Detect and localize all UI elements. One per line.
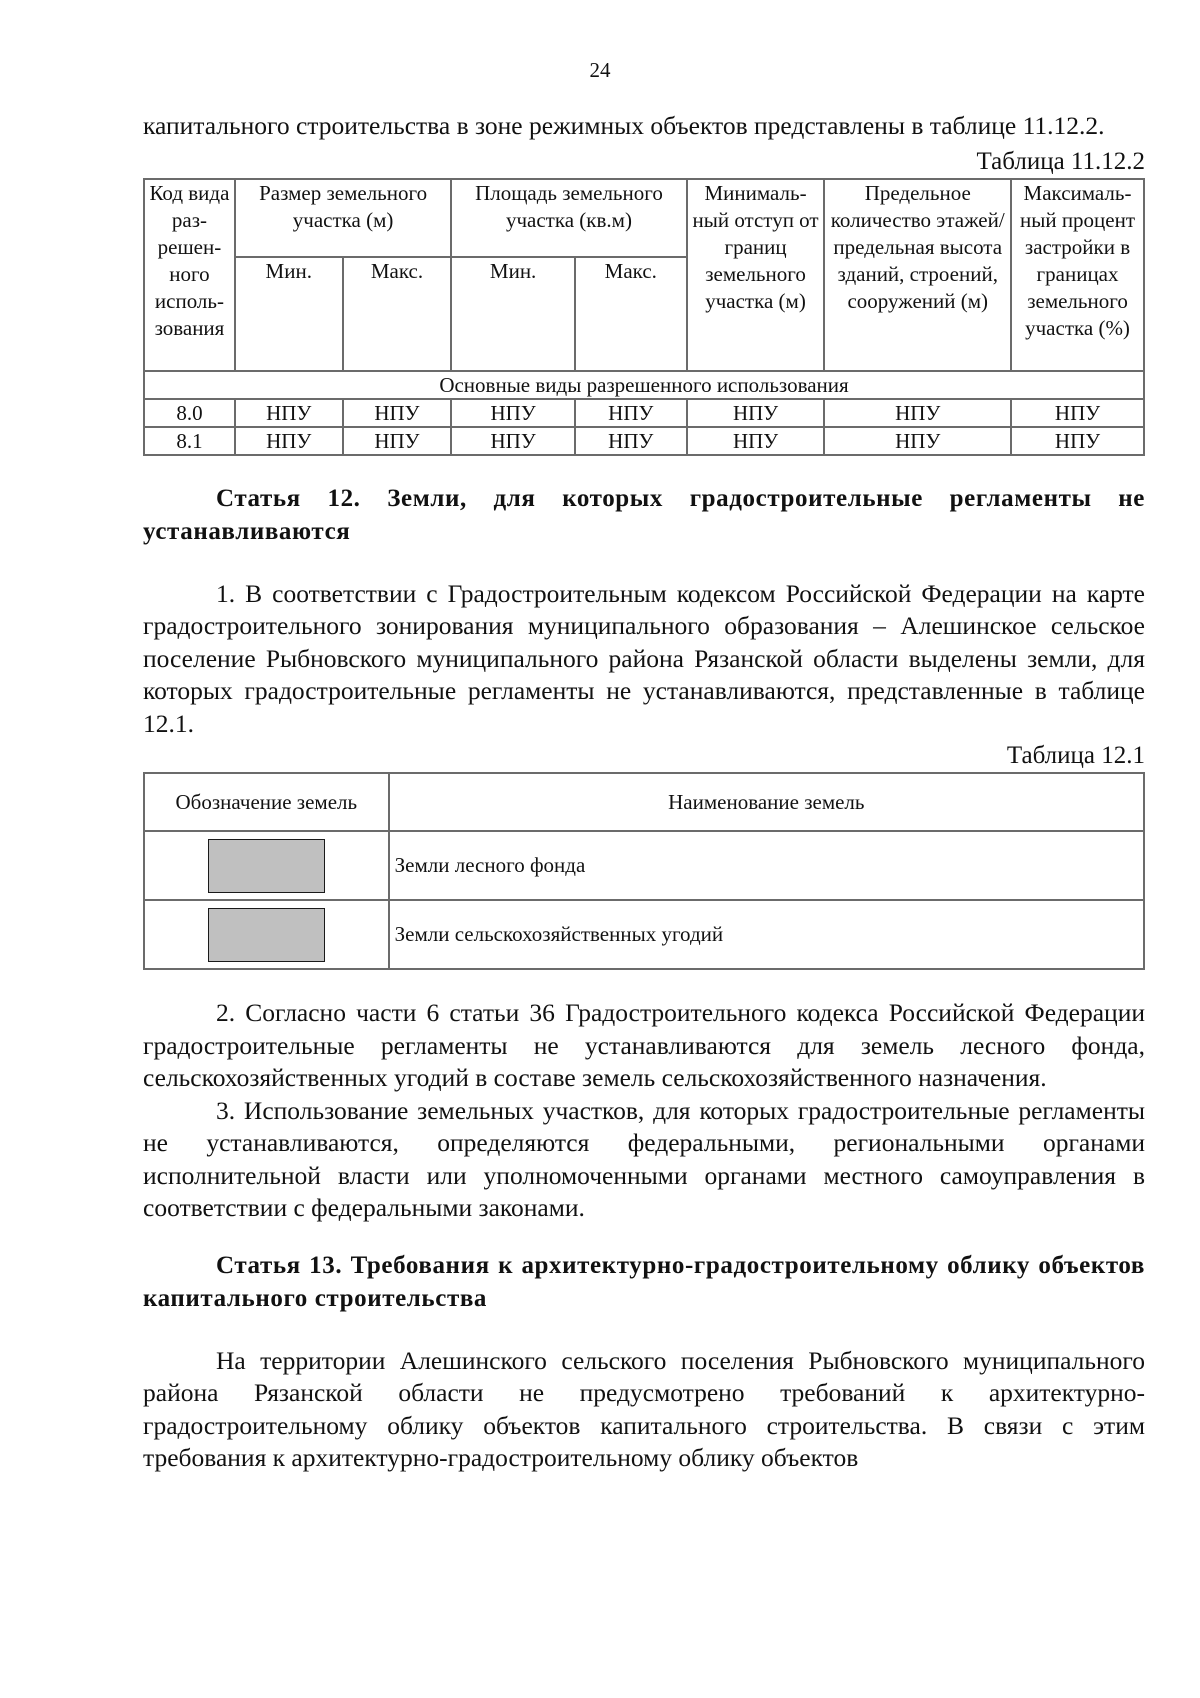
header-name: Наименование земель (389, 773, 1144, 831)
header-size-min: Мин. (235, 257, 343, 371)
cell-area-max: НПУ (575, 399, 687, 427)
land-name: Земли сельскохозяйственных угодий (389, 900, 1144, 969)
cell-size-max: НПУ (343, 427, 452, 455)
cell-floors: НПУ (824, 427, 1011, 455)
header-code: Код вида раз-решен-ного исполь-зования (144, 179, 235, 371)
header-coverage: Максималь-ный процент застройки в границах земельного участка (%) (1011, 179, 1144, 371)
article-12-paragraph-3: 3. Использование земельных участков, для которых градостроительные регламенты не устанавливаются, определяются федеральными, региональными органами исполнительной власти или уполномоченными органами местного самоуправления в соответствии с федеральными законами. (143, 1095, 1145, 1222)
cell-code: 8.0 (144, 399, 235, 427)
table-12-1 (143, 772, 1145, 970)
cell-setback: НПУ (687, 399, 825, 427)
article-12-paragraph-2: 2. Согласно части 6 статьи 36 Градостроительного кодекса Российской Федерации градостроительные регламенты не устанавливаются для земель лесного фонда, сельскохозяйственных угодий в составе земель сельскохозяйственного назначения. (143, 998, 1145, 1092)
header-plot-area: Площадь земельного участка (кв.м) (451, 179, 686, 257)
article-13-paragraph-1: На территории Алешинского сельского поселения Рыбновского муниципального района Рязанской области не предусмотрено требований к архитектурно-градостроительному облику объектов капитального строительства. В связи с этим требования к архитектурно-градостроительному облику объектов (143, 1345, 1145, 1472)
forest-land-swatch (208, 839, 325, 893)
article-12-paragraph-1: 1. В соответствии с Градостроительным кодексом Российской Федерации на карте градостроительного зонирования муниципального образования – Алешинское сельское поселение Рыбновского муниципального района Рязанской области выделены земли, для которых градостроительные регламенты не устанавливаются, представленные в таблице 12.1. (143, 578, 1145, 738)
cell-floors: НПУ (824, 399, 1011, 427)
header-floors: Предельное количество этажей/ предельная высота зданий, строений, сооружений (м) (824, 179, 1011, 371)
cell-area-min: НПУ (451, 399, 575, 427)
header-size-max: Макс. (343, 257, 452, 371)
land-name: Земли лесного фонда (389, 831, 1144, 900)
cell-size-min: НПУ (235, 399, 343, 427)
table-11-12-2 (143, 178, 1145, 456)
cell-area-max: НПУ (575, 427, 687, 455)
header-area-min: Мин. (451, 257, 575, 371)
table-11-12-2-caption: Таблица 11.12.2 (976, 147, 1145, 175)
table-12-1-caption: Таблица 12.1 (1006, 742, 1145, 769)
table-row (144, 399, 1144, 427)
cell-area-min: НПУ (451, 427, 575, 455)
cell-size-max: НПУ (343, 399, 452, 427)
cell-code: 8.1 (144, 427, 235, 455)
header-plot-size: Размер земельного участка (м) (235, 179, 451, 257)
cell-size-min: НПУ (235, 427, 343, 455)
table-row (144, 900, 1144, 969)
cell-coverage: НПУ (1011, 427, 1144, 455)
page-number: 24 (589, 58, 611, 82)
cell-setback: НПУ (687, 427, 825, 455)
table-row (144, 427, 1144, 455)
header-area-max: Макс. (575, 257, 687, 371)
article-13-title: Статья 13. Требования к архитектурно-градостроительному облику объектов капитального строительства (143, 1251, 1145, 1312)
cell-coverage: НПУ (1011, 399, 1144, 427)
table-row (144, 831, 1144, 900)
section-title: Основные виды разрешенного использования (144, 371, 1144, 399)
page-content (143, 110, 1145, 1475)
agricultural-land-swatch (208, 908, 325, 962)
article-12-title: Статья 12. Земли, для которых градостроительные регламенты не устанавливаются (143, 484, 1145, 545)
intro-text: капитального строительства в зоне режимных объектов представлены в таблице 11.12.2. (143, 111, 1105, 140)
header-min-setback: Минималь-ный отступ от границ земельного участка (м) (687, 179, 825, 371)
header-designation: Обозначение земель (144, 773, 389, 831)
